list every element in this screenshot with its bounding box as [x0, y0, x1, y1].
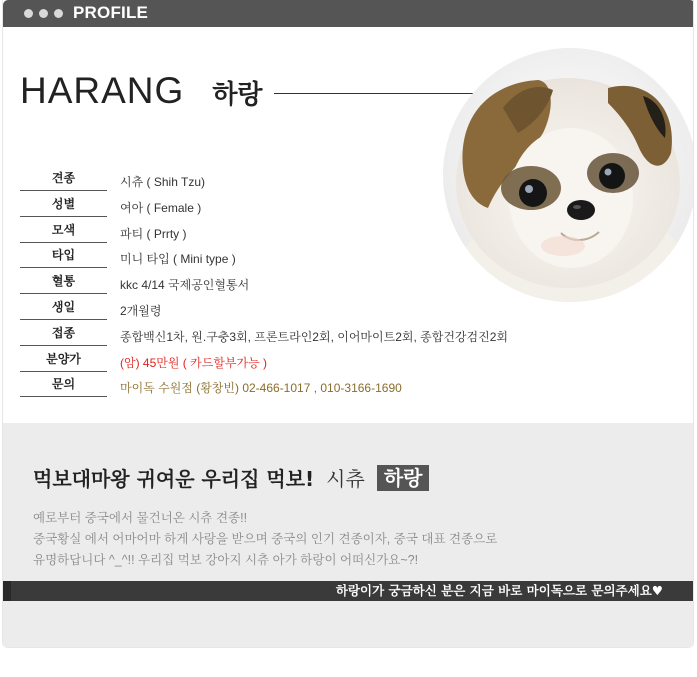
info-label: 접종 [20, 322, 107, 346]
dot-icon [24, 9, 33, 18]
promo-section [3, 423, 694, 648]
info-row-coat [20, 219, 620, 245]
promo-desc-line: 유명하답니다 ^_^!! 우리집 먹보 강아지 시츄 아가 하랑이 어떠신가요~?! [33, 553, 419, 567]
profile-card [2, 0, 694, 648]
dot-icon [39, 9, 48, 18]
price-value: (암) 45만원 ( 카드할부가능 ) [120, 355, 267, 370]
info-value: 파티 ( Prrty ) [120, 226, 187, 241]
name-divider [274, 93, 489, 94]
promo-title-main: 먹보대마왕 귀여운 우리집 먹보! [33, 467, 315, 491]
header-dots [24, 9, 63, 18]
info-row-vaccination [20, 322, 620, 348]
info-row-price [20, 348, 620, 374]
info-value: 종합백신1차, 원.구충3회, 프론트라인2회, 이어마이트2회, 종합건강검진2회 [120, 329, 508, 344]
info-value: 2개월령 [120, 303, 162, 318]
info-label: 혈통 [20, 270, 107, 294]
promo-desc-line: 중국황실 에서 어마어마 하게 사랑을 받으며 중국의 인기 견종이자, 중국 대표 견종으로 [33, 532, 498, 546]
info-row-birth [20, 296, 620, 322]
info-row-contact [20, 373, 620, 399]
info-label: 문의 [20, 373, 107, 397]
promo-title [33, 463, 429, 492]
info-value: 여아 ( Female ) [120, 200, 202, 215]
info-table [20, 167, 620, 399]
promo-desc-line: 예로부터 중국에서 물건너온 시츄 견종!! [33, 511, 248, 525]
info-row-breed [20, 167, 620, 193]
info-row-pedigree [20, 270, 620, 296]
info-row-type [20, 244, 620, 270]
contact-value: 마이독 수원점 (황창빈) 02-466-1017 , 010-3166-1690 [120, 381, 402, 396]
info-label: 견종 [20, 167, 107, 191]
inquiry-banner-text: 하랑이가 궁금하신 분은 지금 바로 마이독으로 문의주세요♥ [335, 583, 663, 598]
promo-title-breed: 시츄 [326, 467, 365, 491]
info-row-gender [20, 193, 620, 219]
info-label: 분양가 [20, 348, 107, 372]
info-value: 시츄 ( Shih Tzu) [120, 175, 205, 189]
dot-icon [54, 9, 63, 18]
pet-name [20, 70, 263, 112]
header-bar [3, 0, 694, 27]
info-label: 타입 [20, 244, 107, 268]
info-label: 성별 [20, 193, 107, 217]
info-label: 모색 [20, 219, 107, 243]
pet-name-english: HARANG [20, 70, 185, 111]
inquiry-banner [3, 581, 694, 601]
info-value: 미니 타입 ( Mini type ) [120, 252, 236, 267]
info-label: 생일 [20, 296, 107, 320]
header-title: PROFILE [73, 3, 149, 22]
pet-name-korean: 하랑 [212, 80, 263, 110]
info-value: kkc 4/14 국제공인혈통서 [120, 278, 250, 293]
promo-description [33, 508, 497, 571]
promo-title-name-badge: 하랑 [377, 465, 430, 491]
